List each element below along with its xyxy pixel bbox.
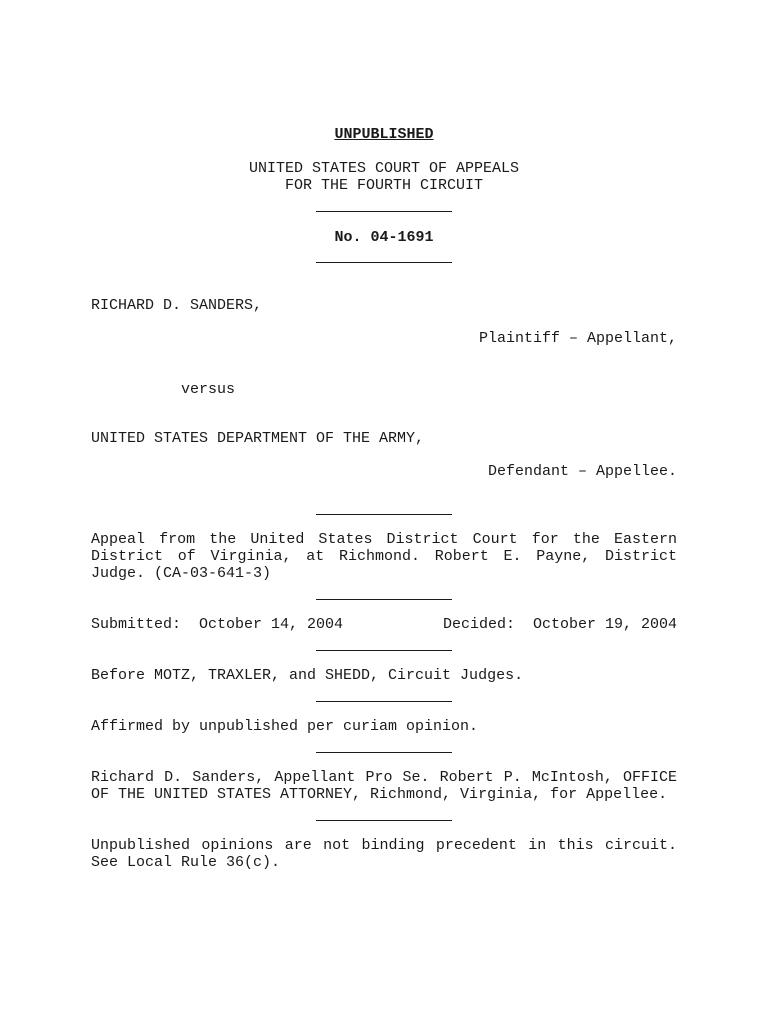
dates-row <box>91 616 677 633</box>
divider-rule <box>316 514 452 515</box>
plaintiff-role: Plaintiff – Appellant, <box>478 330 677 347</box>
court-name-line1: UNITED STATES COURT OF APPEALS <box>248 160 520 177</box>
decided-date: Decided: October 19, 2004 <box>442 616 677 633</box>
defendant-name: UNITED STATES DEPARTMENT OF THE ARMY, <box>91 430 425 447</box>
divider-rule <box>316 211 452 212</box>
divider-rule <box>316 262 452 263</box>
divider-rule <box>316 650 452 651</box>
versus-label: versus <box>181 381 236 398</box>
divider-rule <box>316 599 452 600</box>
publication-status: UNPUBLISHED <box>334 126 434 143</box>
divider-rule <box>316 820 452 821</box>
panel-judges: Before MOTZ, TRAXLER, and SHEDD, Circuit Judges. <box>91 667 524 684</box>
court-name-line2: FOR THE FOURTH CIRCUIT <box>284 177 484 194</box>
divider-rule <box>316 701 452 702</box>
precedent-notice: Unpublished opinions are not binding precedent in this circuit. See Local Rule 36(c). <box>91 837 677 871</box>
case-number: No. 04-1691 <box>334 229 434 246</box>
divider-rule <box>316 752 452 753</box>
defendant-role: Defendant – Appellee. <box>487 463 677 480</box>
appeal-origin: Appeal from the United States District Court for the Eastern District of Virginia, at Richmond. Robert E. Payne, District Judge. (CA-03-641-3) <box>91 531 677 582</box>
plaintiff-name: RICHARD D. SANDERS, <box>91 297 263 314</box>
submitted-date: Submitted: October 14, 2004 <box>91 616 344 633</box>
disposition: Affirmed by unpublished per curiam opinion. <box>91 718 479 735</box>
counsel-listing: Richard D. Sanders, Appellant Pro Se. Robert P. McIntosh, OFFICE OF THE UNITED STATES ATTORNEY, Richmond, Virginia, for Appellee. <box>91 769 677 803</box>
